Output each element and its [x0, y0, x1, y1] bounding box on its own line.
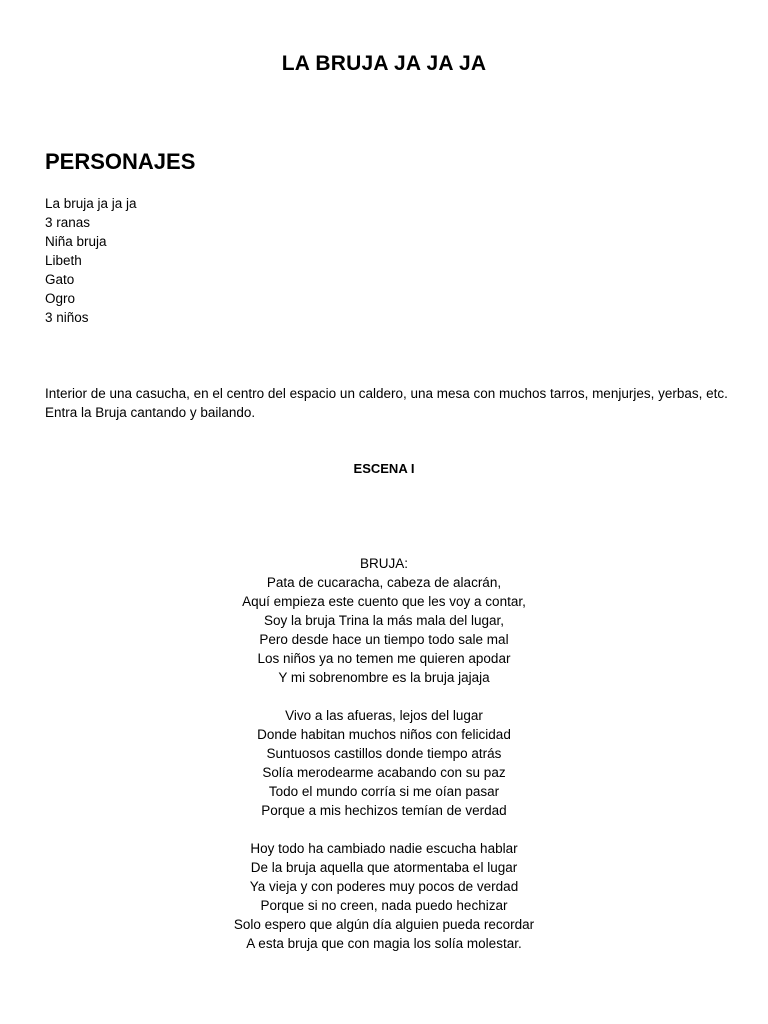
- characters-list: [45, 194, 137, 327]
- verse-line: Los niños ya no temen me quieren apodar: [257, 651, 511, 666]
- character-item: Niña bruja: [45, 234, 107, 249]
- verse-line: Donde habitan muchos niños con felicidad: [257, 727, 511, 742]
- verse-line: De la bruja aquella que atormentaba el lugar: [250, 860, 518, 875]
- character-item: 3 ranas: [45, 215, 91, 230]
- document-title: LA BRUJA JA JA JA: [281, 52, 487, 75]
- verse-line: Y mi sobrenombre es la bruja jajaja: [278, 670, 490, 685]
- verse-line: Solía merodearme acabando con su paz: [262, 765, 506, 780]
- verse-line: Hoy todo ha cambiado nadie escucha hablar: [250, 841, 518, 856]
- stanza: [0, 839, 768, 953]
- verse-line: A esta bruja que con magia los solía molestar.: [246, 936, 522, 951]
- verse-line: Todo el mundo corría si me oían pasar: [268, 784, 500, 799]
- character-item: Ogro: [45, 291, 76, 306]
- character-item: 3 niños: [45, 310, 89, 325]
- verse-line: Solo espero que algún día alguien pueda recordar: [233, 917, 535, 932]
- verse-line: Porque a mis hechizos temían de verdad: [261, 803, 507, 818]
- verse-line: Suntuosos castillos donde tiempo atrás: [266, 746, 502, 761]
- character-item: La bruja ja ja ja: [45, 196, 137, 211]
- verse-line: Soy la bruja Trina la más mala del lugar,: [263, 613, 505, 628]
- verse-line: Aquí empieza este cuento que les voy a contar,: [242, 594, 526, 609]
- song-verses: [0, 554, 768, 953]
- scene-title: ESCENA I: [353, 461, 415, 476]
- stanza: [0, 706, 768, 820]
- characters-heading: PERSONAJES: [45, 149, 196, 174]
- verse-line: Pero desde hace un tiempo todo sale mal: [259, 632, 509, 647]
- stage-direction: Interior de una casucha, en el centro del espacio un caldero, una mesa con muchos tarros, menjurjes, yerbas, etc. Entra la Bruja cantando y bailando.: [45, 386, 728, 420]
- speaker-name: BRUJA:: [359, 556, 408, 571]
- stanza: [0, 554, 768, 687]
- character-item: Gato: [45, 272, 75, 287]
- character-item: Libeth: [45, 253, 82, 268]
- verse-line: Ya vieja y con poderes muy pocos de verdad: [249, 879, 519, 894]
- verse-line: Porque si no creen, nada puedo hechizar: [260, 898, 508, 913]
- verse-line: Pata de cucaracha, cabeza de alacrán,: [266, 575, 502, 590]
- verse-line: Vivo a las afueras, lejos del lugar: [285, 708, 483, 723]
